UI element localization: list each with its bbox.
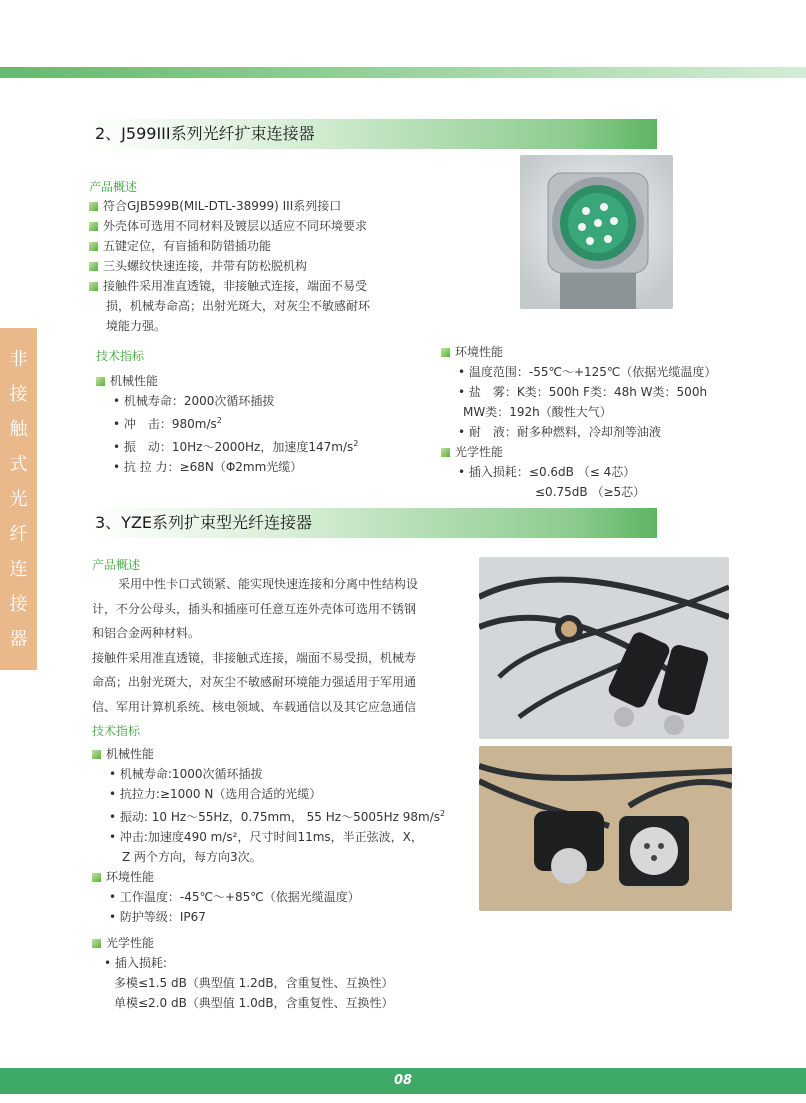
spec-item: • 振动: 10 Hz～55Hz，0.75mm， 55 Hz～5005Hz $98m/s^2$: [109, 809, 446, 824]
section2-spec-label: 技术指标: [96, 349, 145, 363]
yze-cable-assembly-photo: [479, 557, 729, 739]
green-square-bullet-icon: [89, 282, 98, 291]
overview-paragraph-line: 命高；出射光斑大，对灰尘不敏感耐环境能力强适用于军用通: [92, 675, 417, 689]
spec-item: • 冲 击：$980m/s^2$: [113, 416, 222, 431]
spec-item: • 工作温度：-45℃～+85℃（依据光缆温度）: [109, 890, 360, 904]
green-square-bullet-icon: [441, 348, 450, 357]
side-tab-char: 式: [9, 453, 28, 475]
spec-group-heading: 机械性能: [96, 371, 358, 391]
overview-item: 接触件采用准直透镜，非接触式连接，端面不易受: [89, 276, 370, 296]
overview-item: 三头螺纹快速连接，并带有防松脱机构: [89, 256, 370, 276]
spec-item-cont: MW类：192h（酸性大气）: [463, 405, 612, 419]
overview-item: 五键定位，有盲插和防错插功能: [89, 236, 370, 256]
spec-item-cont: 单模≤2.0 dB（典型值 1.0dB，含重复性、互换性）: [114, 996, 394, 1010]
overview-paragraph-line: 采用中性卡口式锁紧、能实现快速连接和分离中性结构设: [118, 577, 419, 591]
footer-bar: [0, 1068, 806, 1094]
side-tab-char: 非: [9, 348, 28, 370]
yze-plug-receptacle-photo: [479, 746, 732, 911]
overview-paragraph-line: 计，不分公母头，插头和插座可任意互连外壳体可选用不锈钢: [92, 601, 417, 616]
spec-item: • 插入损耗：≤0.6dB （≤ 4芯）: [458, 465, 636, 479]
overview-item-cont: 境能力强。: [106, 319, 167, 333]
overview-paragraph-line: 接触件采用准直透镜，非接触式连接，端面不易受损，机械寿: [92, 650, 417, 665]
spec-item: • 防护等级：IP67: [109, 910, 206, 924]
green-square-bullet-icon: [89, 222, 98, 231]
spec-group-heading: 光学性能: [92, 933, 445, 953]
spec-group-heading: 环境性能: [441, 342, 716, 362]
section2-overview-label: 产品概述: [89, 180, 138, 194]
side-tab-char: 光: [9, 488, 28, 510]
top-accent-bar: [0, 67, 806, 78]
spec-item: • 抗拉力:≥1000 N（选用合适的光缆）: [109, 787, 322, 801]
spec-item: • 抗 拉 力：≥68N（Φ2mm光缆）: [113, 460, 303, 474]
spec-item: • 机械寿命:1000次循环插拔: [109, 767, 263, 781]
spec-item: • 振 动：10Hz～2000Hz，加速度$147m/s^2$: [113, 439, 359, 454]
green-square-bullet-icon: [96, 377, 105, 386]
spec-item-cont: ≤0.75dB （≥5芯）: [535, 485, 646, 499]
section3-title: 3、YZE系列扩束型光纤连接器: [87, 508, 657, 538]
green-square-bullet-icon: [89, 262, 98, 271]
overview-item-cont: 损，机械寿命高；出射光斑大，对灰尘不敏感耐环: [106, 299, 371, 313]
spec-group-heading: 光学性能: [441, 442, 716, 462]
section2-overview-list: [89, 196, 370, 336]
side-tab-char: 触: [9, 418, 28, 440]
green-square-bullet-icon: [92, 750, 101, 759]
section3-overview-text: [92, 572, 418, 719]
section3-spec-label: 技术指标: [92, 724, 141, 738]
overview-item: 符合GJB599B(MIL-DTL-38999) III系列接口: [89, 196, 370, 216]
green-square-bullet-icon: [92, 873, 101, 882]
green-square-bullet-icon: [92, 939, 101, 948]
side-tab-char: 器: [9, 628, 28, 650]
side-category-tab: [0, 328, 37, 670]
overview-paragraph-line: 和铝合金两种材料。: [92, 626, 201, 640]
spec-item: • 耐 液：耐多种燃料，冷却剂等油液: [458, 425, 661, 439]
spec-item-cont: Z 两个方向，每方向3次。: [122, 850, 262, 864]
side-tab-char: 连: [9, 558, 28, 580]
spec-item: • 温度范围：-55℃～+125℃（依据光缆温度）: [458, 365, 717, 379]
section2-mechanical: [96, 371, 358, 477]
section3-specs: [92, 744, 445, 1013]
spec-item: • 插入损耗:: [104, 956, 167, 970]
side-tab-char: 接: [9, 593, 28, 615]
j599-connector-photo: [520, 155, 673, 309]
overview-item: 外壳体可选用不同材料及镀层以适应不同环境要求: [89, 216, 370, 236]
spec-group-heading: 环境性能: [92, 867, 445, 887]
green-square-bullet-icon: [89, 242, 98, 251]
side-tab-char: 接: [9, 383, 28, 405]
spec-group-heading: 机械性能: [92, 744, 445, 764]
page-number: 08: [393, 1073, 413, 1088]
overview-paragraph-line: 信、军用计算机系统、核电领域、车载通信以及其它应急通信: [92, 699, 417, 714]
side-tab-char: 纤: [9, 523, 28, 545]
spec-item: • 冲击:加速度490 m/s²，尺寸时间11ms，半正弦波，X，: [109, 830, 423, 844]
section3-overview-label: 产品概述: [92, 558, 141, 572]
green-square-bullet-icon: [441, 448, 450, 457]
section2-title: 2、J599III系列光纤扩束连接器: [87, 119, 657, 149]
spec-item: • 机械寿命：2000次循环插拔: [113, 394, 275, 408]
section2-env-optical: [441, 342, 716, 502]
spec-item: • 盐 雾：K类：500h F类：48h W类：500h: [458, 385, 708, 399]
spec-item-cont: 多模≤1.5 dB（典型值 1.2dB，含重复性、互换性）: [114, 976, 394, 990]
green-square-bullet-icon: [89, 202, 98, 211]
